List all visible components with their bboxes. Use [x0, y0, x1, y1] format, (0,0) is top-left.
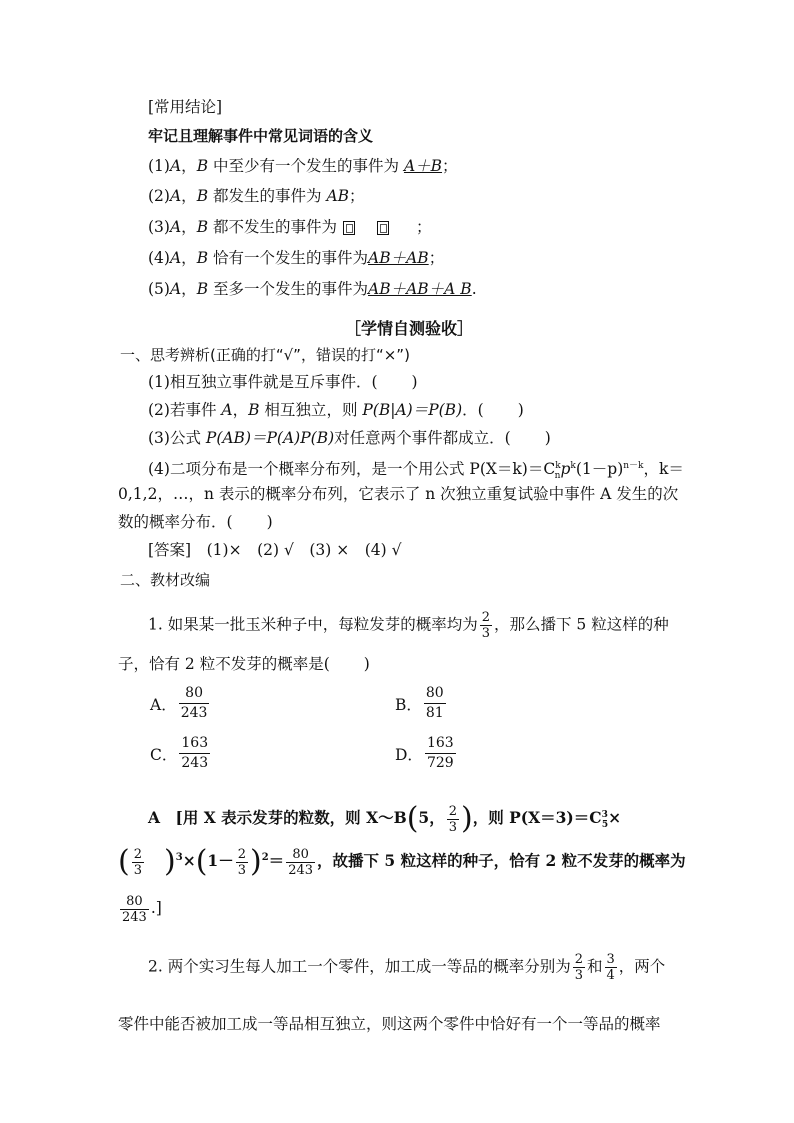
problem-1-line-1: 1. 如果某一批玉米种子中，每粒发芽的概率均为 $\frac{2}{3}$ ，那么播下 5 粒这样的种: [148, 610, 669, 641]
exactly-one-result: AB＋AB: [368, 249, 429, 267]
fraction: $\frac{2}{3}$: [481, 610, 490, 641]
complement-b-glyph: [377, 221, 389, 235]
option-d[interactable]: D． $\frac{163}{729}$: [395, 735, 454, 771]
option-c[interactable]: C． $\frac{163}{243}$: [150, 735, 209, 771]
option-b[interactable]: B． $\frac{80}{81}$: [395, 685, 444, 721]
conclusion-item-2: (2)A，B 都发生的事件为 AB；: [148, 187, 365, 205]
conclusion-item-5: (5)A，B 至多一个发生的事件为AB＋AB＋A B.: [148, 280, 477, 298]
section-title: ［学情自测验收］: [345, 319, 474, 338]
problem-1-line-2: 子，恰有 2 粒不发芽的概率是( ): [118, 655, 370, 673]
at-most-one-result: AB＋AB＋A B: [368, 280, 472, 298]
option-a[interactable]: A． $\frac{80}{243}$: [150, 685, 208, 721]
question-1: (1)相互独立事件就是互斥事件．( ): [148, 373, 418, 391]
conclusion-item-3: (3)A，B 都不发生的事件为 ；: [148, 218, 432, 236]
conclusion-heading: [常用结论]: [148, 98, 223, 116]
solution-line-3: $\frac{80}{243}$ .]: [122, 893, 162, 925]
conclusion-intro: 牢记且理解事件中常见词语的含义: [148, 127, 374, 145]
solution-line-1: A [用 X 表示发芽的粒数，则 X～B(5， $\frac{2}{3}$ )，则 $P(X=3)=C^3_5\times$: [148, 801, 622, 837]
answer-line: [答案] (1)× (2) √ (3) × (4) √: [148, 541, 402, 559]
union-result: A＋B: [403, 157, 443, 175]
question-4-line-3: 数的概率分布．( ): [118, 513, 273, 531]
question-4-line-1: (4)二项分布是一个概率分布列，是一个用公式 $P(X=k)=C^k_np^k(1-p)^{n-k}$，k＝: [148, 460, 684, 482]
problem-2-line-2: 零件中能否被加工成一等品相互独立，则这两个零件中恰好有一个一等品的概率: [118, 1015, 661, 1033]
part1-title: 一、思考辨析(正确的打“√”，错误的打“×”): [120, 346, 410, 364]
complement-a-glyph: [343, 221, 355, 235]
question-4-line-2: 0,1,2，…，n 表示的概率分布列，它表示了 n 次独立重复试验中事件 A 发生的次: [118, 485, 679, 503]
question-3: (3)公式 P(AB)＝P(A)P(B)对任意两个事件都成立．( ): [148, 429, 551, 447]
conclusion-item-4: (4)A，B 恰有一个发生的事件为AB＋AB；: [148, 249, 445, 267]
part2-title: 二、教材改编: [120, 571, 211, 589]
conclusion-item-1: (1)A，B 中至少有一个发生的事件为 A＋B；: [148, 157, 458, 175]
question-2: (2)若事件 A，B 相互独立，则 P(B|A)＝P(B)．( ): [148, 401, 524, 419]
solution-line-2: ( $\frac{2}{3}$ )$^3$×(1－ $\frac{2}{3}$ )$^2$＝ $\frac{80}{243}$ ，故播下 5 粒这样的种子，恰有 2 粒不发芽的概率为: [118, 844, 686, 880]
problem-2-line-1: 2. 两个实习生每人加工一个零件，加工成一等品的概率分别为 $\frac{2}{3}$ 和 $\frac{3}{4}$ ，两个: [148, 952, 666, 983]
